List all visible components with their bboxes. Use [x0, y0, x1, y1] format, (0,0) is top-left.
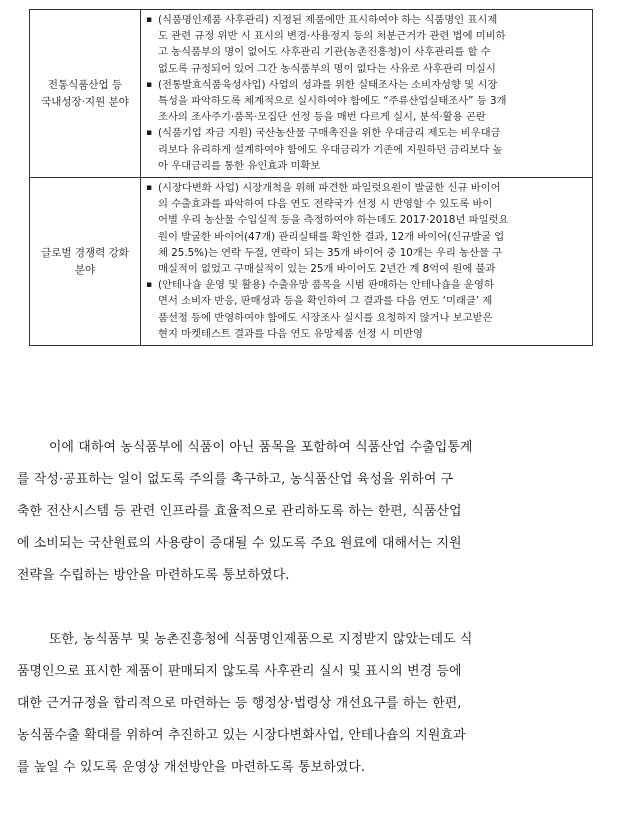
item-line: 어별 우리 농산물 수입실적 등을 측정하여야 하는데도 2017·2018년 파일럿요 [158, 214, 509, 227]
paragraph-line: 를 높일 수 있도록 운영상 개선방안을 마련하도록 통보하였다. [17, 760, 366, 775]
paragraph-line: 또한, 농식품부 및 농촌진흥청에 식품명인제품으로 지정받지 않았는데도 식 [49, 632, 473, 647]
bullet-item [146, 77, 588, 126]
bullet-icon: ▪ [146, 128, 153, 139]
bullet-icon: ▪ [146, 280, 153, 291]
category-line: 글로벌 경쟁력 강화 [41, 246, 129, 259]
paragraph-1 [17, 432, 597, 592]
paragraph-line: 대한 근거규정을 합리적으로 마련하는 등 행정상·법령상 개선요구를 하는 한편, [17, 696, 462, 711]
item-line: (시장다변화 사업) 시장개척을 위해 파견한 파일럿요원이 발굴한 신규 바이어 [158, 182, 501, 195]
bullet-icon: ▪ [146, 183, 153, 194]
paragraph-line: 에 소비되는 국산원료의 사용량이 증대될 수 있도록 주요 원료에 대해서는 지원 [17, 536, 462, 551]
category-cell [30, 178, 141, 346]
category-line: 전통식품산업 등 [47, 78, 123, 91]
item-line: (식품명인제품 사후관리) 지정된 제품에만 표시하여야 하는 식품명인 표시제 [158, 14, 498, 26]
category-cell [30, 10, 141, 178]
item-line: 아 우대금리를 통한 유인효과 미확보 [158, 159, 321, 172]
findings-table [29, 9, 593, 346]
paragraph-line: 농식품수출 확대를 위하여 추진하고 있는 시장다변화사업, 안테나숍의 지원효과 [17, 728, 466, 743]
bullet-item [146, 277, 588, 342]
table-row-global [30, 178, 593, 346]
paragraph-line: 를 작성·공표하는 일이 없도록 주의를 촉구하고, 농식품산업 육성을 위하여 구 [17, 472, 454, 487]
bullet-item [146, 12, 588, 77]
item-line: 조사의 조사주기·품목·모집단 선정 등을 매번 다르게 실시, 분석·활용 곤란 [158, 111, 486, 124]
item-line: (전통발효식품육성사업) 사업의 성과를 위한 실태조사는 소비자성향 및 시장 [158, 78, 498, 91]
item-line: 특성을 파악하도록 체계적으로 실시하여야 함에도 “주류산업실태조사” 등 3개 [158, 95, 507, 108]
item-line: 도 관련 규정 위반 시 표시의 변경·사용정지 등의 처분근거가 관련 법에 미비하 [158, 30, 506, 43]
item-line: 매실적이 없었고 구매실적이 있는 25개 바이어도 2년간 계 8억여 원에 불과 [158, 263, 496, 276]
paragraph-2 [17, 624, 597, 784]
content-cell [141, 10, 593, 178]
bullet-icon: ▪ [146, 79, 153, 90]
item-line: 면서 소비자 반응, 판매성과 등을 확인하여 그 결과를 다음 연도 ‘미래클’ 제 [158, 295, 493, 308]
item-line: 현지 마켓테스트 결과를 다음 연도 유망제품 선정 시 미반영 [158, 327, 423, 340]
category-line: 분야 [74, 263, 96, 276]
paragraph-line: 축한 전산시스템 등 관련 인프라를 효율적으로 관리하도록 하는 한편, 식품산업 [17, 504, 462, 519]
bullet-item [146, 180, 588, 277]
bullet-icon: ▪ [146, 15, 153, 25]
item-line: 의 수출효과를 파악하여 다음 연도 전략국가 선정 시 반영할 수 있도록 바이 [158, 198, 493, 211]
paragraph-line: 전략을 수립하는 방안을 마련하도록 통보하였다. [17, 568, 290, 583]
item-line: 리보다 유리하게 설계하여야 함에도 우대금리가 기존에 지원하던 금리보다 높 [158, 143, 503, 156]
item-line: (식품기업 자금 지원) 국산농산물 구매촉진을 위한 우대금리 제도는 비우대금 [158, 127, 501, 140]
content-cell [141, 178, 593, 346]
paragraph-line: 이에 대하여 농식품부에 식품이 아닌 품목을 포함하여 식품산업 수출입통계 [49, 440, 473, 455]
item-line: (안테나숍 운영 및 활용) 수출유망 품목을 시범 판매하는 안테나숍을 운영하 [158, 279, 494, 292]
item-line: 품선정 등에 반영하여야 함에도 시장조사 실시를 요청하지 않거나 보고받은 [158, 311, 493, 324]
bullet-item [146, 125, 588, 174]
item-line: 고 농식품부의 명이 없어도 사후관리 기관(농촌진흥청)이 사후관리를 할 수 [158, 46, 491, 59]
item-line: 원이 발굴한 바이어(47개) 관리실태를 확인한 결과, 12개 바이어(신규발굴 업 [158, 230, 505, 243]
item-line: 체 25.5%)는 연락 두절, 연락이 되는 35개 바이어 중 10개는 우리 농산물 구 [158, 246, 503, 259]
table-row-domestic [30, 10, 593, 178]
item-line: 없도록 규정되어 있어 그간 농식품부의 명이 없다는 사유로 사후관리 미실시 [158, 62, 496, 75]
category-line: 국내성장·지원 분야 [41, 95, 129, 108]
paragraph-line: 품명인으로 표시한 제품이 판매되지 않도록 사후관리 실시 및 표시의 변경 등에 [17, 664, 462, 679]
